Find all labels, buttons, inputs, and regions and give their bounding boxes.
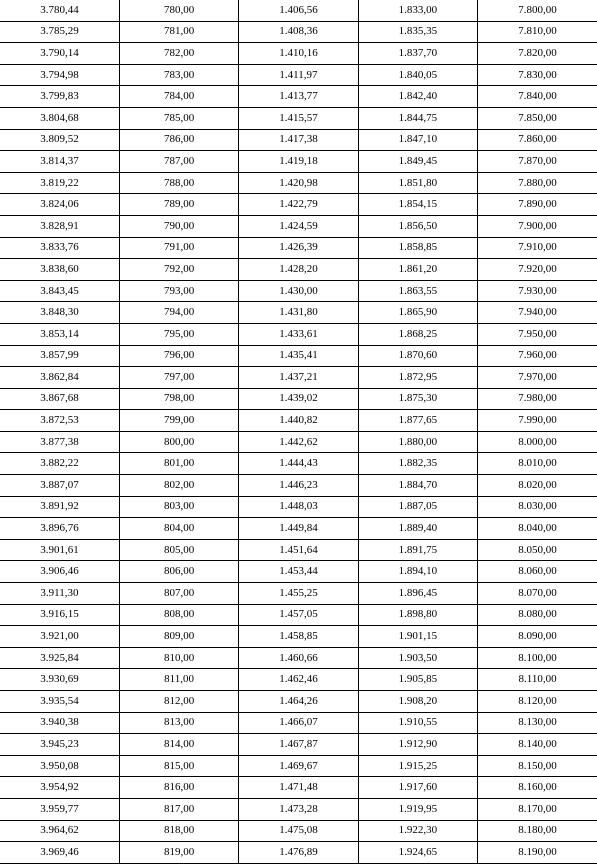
table-cell-col-5: 8.100,00 (478, 647, 597, 669)
table-row (0, 475, 597, 497)
table-cell-col-3: 1.440,82 (239, 410, 358, 432)
table-cell-col-2: 805,00 (119, 539, 238, 561)
table-cell-col-3: 1.464,26 (239, 691, 358, 713)
table-cell-col-3: 1.406,56 (239, 0, 358, 21)
table-row (0, 345, 597, 367)
table-cell-col-3: 1.430,00 (239, 280, 358, 302)
table-cell-col-4: 1.844,75 (358, 107, 477, 129)
table-cell-col-3: 1.475,08 (239, 820, 358, 842)
table-cell-col-5: 8.180,00 (478, 820, 597, 842)
table-row (0, 302, 597, 324)
table-cell-col-4: 1.872,95 (358, 367, 477, 389)
table-cell-col-1: 3.843,45 (0, 280, 119, 302)
table-cell-col-1: 3.901,61 (0, 539, 119, 561)
table-row (0, 107, 597, 129)
table-cell-col-2: 780,00 (119, 0, 238, 21)
table-cell-col-3: 1.424,59 (239, 215, 358, 237)
table-cell-col-2: 790,00 (119, 215, 238, 237)
table-cell-col-5: 7.980,00 (478, 388, 597, 410)
table-cell-col-3: 1.467,87 (239, 734, 358, 756)
table-cell-col-5: 7.870,00 (478, 151, 597, 173)
table-cell-col-4: 1.854,15 (358, 194, 477, 216)
table-cell-col-1: 3.857,99 (0, 345, 119, 367)
table-row (0, 43, 597, 65)
table-cell-col-1: 3.799,83 (0, 86, 119, 108)
table-cell-col-1: 3.911,30 (0, 583, 119, 605)
table-cell-col-2: 811,00 (119, 669, 238, 691)
table-cell-col-2: 793,00 (119, 280, 238, 302)
table-cell-col-2: 787,00 (119, 151, 238, 173)
table-cell-col-4: 1.889,40 (358, 518, 477, 540)
table-row (0, 496, 597, 518)
table-row (0, 431, 597, 453)
table-cell-col-4: 1.896,45 (358, 583, 477, 605)
table-cell-col-2: 814,00 (119, 734, 238, 756)
table-cell-col-5: 8.160,00 (478, 777, 597, 799)
table-cell-col-4: 1.849,45 (358, 151, 477, 173)
table-cell-col-1: 3.935,54 (0, 691, 119, 713)
table-cell-col-4: 1.898,80 (358, 604, 477, 626)
table-cell-col-2: 783,00 (119, 64, 238, 86)
table-cell-col-1: 3.925,84 (0, 647, 119, 669)
table-cell-col-1: 3.809,52 (0, 129, 119, 151)
table-cell-col-4: 1.905,85 (358, 669, 477, 691)
table-cell-col-4: 1.908,20 (358, 691, 477, 713)
table-cell-col-4: 1.877,65 (358, 410, 477, 432)
table-cell-col-1: 3.945,23 (0, 734, 119, 756)
table-row (0, 453, 597, 475)
table-cell-col-1: 3.872,53 (0, 410, 119, 432)
table-cell-col-5: 7.830,00 (478, 64, 597, 86)
table-row (0, 647, 597, 669)
table-row (0, 259, 597, 281)
table-cell-col-2: 813,00 (119, 712, 238, 734)
table-row (0, 64, 597, 86)
table-cell-col-5: 8.110,00 (478, 669, 597, 691)
table-cell-col-3: 1.448,03 (239, 496, 358, 518)
table-row (0, 669, 597, 691)
table-cell-col-4: 1.917,60 (358, 777, 477, 799)
table-cell-col-3: 1.453,44 (239, 561, 358, 583)
table-cell-col-3: 1.422,79 (239, 194, 358, 216)
table-cell-col-4: 1.924,65 (358, 842, 477, 864)
table-cell-col-5: 8.040,00 (478, 518, 597, 540)
table-row (0, 367, 597, 389)
table-cell-col-1: 3.838,60 (0, 259, 119, 281)
table-cell-col-1: 3.969,46 (0, 842, 119, 864)
table-cell-col-3: 1.437,21 (239, 367, 358, 389)
table-cell-col-2: 816,00 (119, 777, 238, 799)
table-cell-col-1: 3.853,14 (0, 323, 119, 345)
table-cell-col-1: 3.930,69 (0, 669, 119, 691)
table-row (0, 777, 597, 799)
table-cell-col-5: 7.920,00 (478, 259, 597, 281)
table-row (0, 539, 597, 561)
table-cell-col-4: 1.891,75 (358, 539, 477, 561)
table-cell-col-5: 8.130,00 (478, 712, 597, 734)
table-cell-col-5: 7.950,00 (478, 323, 597, 345)
table-cell-col-5: 8.010,00 (478, 453, 597, 475)
table-cell-col-1: 3.867,68 (0, 388, 119, 410)
table-cell-col-2: 799,00 (119, 410, 238, 432)
table-cell-col-3: 1.466,07 (239, 712, 358, 734)
table-cell-col-1: 3.785,29 (0, 21, 119, 43)
table-cell-col-2: 798,00 (119, 388, 238, 410)
table-cell-col-5: 8.140,00 (478, 734, 597, 756)
table-cell-col-2: 794,00 (119, 302, 238, 324)
table-cell-col-5: 7.850,00 (478, 107, 597, 129)
table-cell-col-1: 3.891,92 (0, 496, 119, 518)
table-cell-col-2: 804,00 (119, 518, 238, 540)
table-cell-col-2: 803,00 (119, 496, 238, 518)
table-cell-col-2: 796,00 (119, 345, 238, 367)
table-cell-col-4: 1.833,00 (358, 0, 477, 21)
table-cell-col-4: 1.835,35 (358, 21, 477, 43)
table-row (0, 194, 597, 216)
table-cell-col-3: 1.419,18 (239, 151, 358, 173)
table-cell-col-2: 807,00 (119, 583, 238, 605)
table-row (0, 237, 597, 259)
table-row (0, 626, 597, 648)
table-cell-col-3: 1.426,39 (239, 237, 358, 259)
table-cell-col-3: 1.439,02 (239, 388, 358, 410)
table-cell-col-5: 7.970,00 (478, 367, 597, 389)
table-cell-col-1: 3.950,08 (0, 755, 119, 777)
table-cell-col-4: 1.880,00 (358, 431, 477, 453)
table-row (0, 755, 597, 777)
table-cell-col-3: 1.473,28 (239, 798, 358, 820)
table-cell-col-5: 8.080,00 (478, 604, 597, 626)
table-row (0, 583, 597, 605)
table-cell-col-2: 788,00 (119, 172, 238, 194)
table-cell-col-4: 1.842,40 (358, 86, 477, 108)
table-cell-col-1: 3.862,84 (0, 367, 119, 389)
table-row (0, 604, 597, 626)
table-row (0, 410, 597, 432)
table-cell-col-1: 3.833,76 (0, 237, 119, 259)
table-cell-col-4: 1.922,30 (358, 820, 477, 842)
table-cell-col-4: 1.919,95 (358, 798, 477, 820)
table-cell-col-1: 3.780,44 (0, 0, 119, 21)
table-cell-col-3: 1.411,97 (239, 64, 358, 86)
table-cell-col-3: 1.444,43 (239, 453, 358, 475)
table-cell-col-4: 1.901,15 (358, 626, 477, 648)
table-cell-col-4: 1.870,60 (358, 345, 477, 367)
table-cell-col-1: 3.790,14 (0, 43, 119, 65)
table-cell-col-3: 1.471,48 (239, 777, 358, 799)
table-cell-col-4: 1.894,10 (358, 561, 477, 583)
table-cell-col-1: 3.940,38 (0, 712, 119, 734)
table-cell-col-5: 7.990,00 (478, 410, 597, 432)
table-cell-col-3: 1.413,77 (239, 86, 358, 108)
table-cell-col-2: 818,00 (119, 820, 238, 842)
table-cell-col-2: 808,00 (119, 604, 238, 626)
table-cell-col-1: 3.804,68 (0, 107, 119, 129)
table-cell-col-3: 1.428,20 (239, 259, 358, 281)
table-cell-col-1: 3.828,91 (0, 215, 119, 237)
table-row (0, 842, 597, 864)
table-cell-col-5: 7.960,00 (478, 345, 597, 367)
table-cell-col-3: 1.462,46 (239, 669, 358, 691)
table-row (0, 798, 597, 820)
table-cell-col-1: 3.964,62 (0, 820, 119, 842)
table-cell-col-2: 786,00 (119, 129, 238, 151)
table-cell-col-5: 7.940,00 (478, 302, 597, 324)
table-cell-col-5: 7.840,00 (478, 86, 597, 108)
table-cell-col-5: 8.030,00 (478, 496, 597, 518)
table-cell-col-2: 800,00 (119, 431, 238, 453)
table-cell-col-1: 3.887,07 (0, 475, 119, 497)
table-cell-col-3: 1.457,05 (239, 604, 358, 626)
table-cell-col-4: 1.882,35 (358, 453, 477, 475)
table-row (0, 172, 597, 194)
table-cell-col-2: 810,00 (119, 647, 238, 669)
table-cell-col-4: 1.912,90 (358, 734, 477, 756)
table-cell-col-5: 8.170,00 (478, 798, 597, 820)
table-cell-col-3: 1.458,85 (239, 626, 358, 648)
table-cell-col-4: 1.837,70 (358, 43, 477, 65)
table-cell-col-3: 1.455,25 (239, 583, 358, 605)
table-cell-col-3: 1.415,57 (239, 107, 358, 129)
table-cell-col-2: 806,00 (119, 561, 238, 583)
table-cell-col-1: 3.906,46 (0, 561, 119, 583)
table-cell-col-4: 1.856,50 (358, 215, 477, 237)
table-row (0, 86, 597, 108)
table-cell-col-3: 1.442,62 (239, 431, 358, 453)
table-cell-col-2: 815,00 (119, 755, 238, 777)
table-cell-col-2: 809,00 (119, 626, 238, 648)
table-row (0, 561, 597, 583)
table-cell-col-2: 782,00 (119, 43, 238, 65)
table-cell-col-3: 1.449,84 (239, 518, 358, 540)
table-cell-col-4: 1.847,10 (358, 129, 477, 151)
table-row (0, 21, 597, 43)
table-cell-col-3: 1.408,36 (239, 21, 358, 43)
table-cell-col-1: 3.916,15 (0, 604, 119, 626)
table-cell-col-3: 1.435,41 (239, 345, 358, 367)
table-cell-col-2: 795,00 (119, 323, 238, 345)
table-cell-col-5: 7.900,00 (478, 215, 597, 237)
table-cell-col-2: 797,00 (119, 367, 238, 389)
table-cell-col-2: 791,00 (119, 237, 238, 259)
table-cell-col-1: 3.959,77 (0, 798, 119, 820)
table-cell-col-5: 8.120,00 (478, 691, 597, 713)
table-cell-col-1: 3.819,22 (0, 172, 119, 194)
table-row (0, 820, 597, 842)
table-row (0, 712, 597, 734)
table-cell-col-3: 1.469,67 (239, 755, 358, 777)
table-cell-col-5: 7.910,00 (478, 237, 597, 259)
table-cell-col-2: 785,00 (119, 107, 238, 129)
table-cell-col-3: 1.446,23 (239, 475, 358, 497)
table-cell-col-2: 801,00 (119, 453, 238, 475)
table-cell-col-1: 3.824,06 (0, 194, 119, 216)
table-cell-col-3: 1.417,38 (239, 129, 358, 151)
table-cell-col-5: 7.880,00 (478, 172, 597, 194)
table-cell-col-5: 8.000,00 (478, 431, 597, 453)
table-row (0, 388, 597, 410)
table-cell-col-3: 1.476,89 (239, 842, 358, 864)
table-cell-col-4: 1.887,05 (358, 496, 477, 518)
table-cell-col-4: 1.863,55 (358, 280, 477, 302)
table-cell-col-4: 1.851,80 (358, 172, 477, 194)
table-cell-col-1: 3.882,22 (0, 453, 119, 475)
table-cell-col-3: 1.410,16 (239, 43, 358, 65)
table-cell-col-2: 789,00 (119, 194, 238, 216)
table-cell-col-5: 8.150,00 (478, 755, 597, 777)
table-cell-col-5: 7.810,00 (478, 21, 597, 43)
table-cell-col-5: 7.890,00 (478, 194, 597, 216)
table-cell-col-2: 784,00 (119, 86, 238, 108)
table-cell-col-3: 1.460,66 (239, 647, 358, 669)
table-cell-col-2: 817,00 (119, 798, 238, 820)
table-cell-col-2: 792,00 (119, 259, 238, 281)
table-cell-col-4: 1.840,05 (358, 64, 477, 86)
table-row (0, 280, 597, 302)
table-cell-col-5: 7.820,00 (478, 43, 597, 65)
table-cell-col-3: 1.431,80 (239, 302, 358, 324)
table-cell-col-5: 8.050,00 (478, 539, 597, 561)
table-cell-col-1: 3.848,30 (0, 302, 119, 324)
table-row (0, 215, 597, 237)
table-row (0, 129, 597, 151)
table-row (0, 691, 597, 713)
table-cell-col-3: 1.451,64 (239, 539, 358, 561)
table-cell-col-1: 3.794,98 (0, 64, 119, 86)
table-cell-col-2: 812,00 (119, 691, 238, 713)
table-cell-col-1: 3.954,92 (0, 777, 119, 799)
table-cell-col-3: 1.433,61 (239, 323, 358, 345)
table-cell-col-5: 8.090,00 (478, 626, 597, 648)
table-row (0, 151, 597, 173)
table-cell-col-4: 1.865,90 (358, 302, 477, 324)
table-cell-col-4: 1.884,70 (358, 475, 477, 497)
table-cell-col-4: 1.861,20 (358, 259, 477, 281)
table-cell-col-5: 8.060,00 (478, 561, 597, 583)
table-cell-col-5: 8.190,00 (478, 842, 597, 864)
table-cell-col-4: 1.910,55 (358, 712, 477, 734)
table-row (0, 518, 597, 540)
table-cell-col-4: 1.858,85 (358, 237, 477, 259)
table-cell-col-4: 1.868,25 (358, 323, 477, 345)
table-row (0, 734, 597, 756)
table-row (0, 0, 597, 21)
table-row (0, 323, 597, 345)
table-cell-col-1: 3.814,37 (0, 151, 119, 173)
table-cell-col-2: 781,00 (119, 21, 238, 43)
table-cell-col-5: 7.800,00 (478, 0, 597, 21)
table-cell-col-1: 3.896,76 (0, 518, 119, 540)
table-cell-col-5: 8.020,00 (478, 475, 597, 497)
table-cell-col-2: 802,00 (119, 475, 238, 497)
table-cell-col-1: 3.877,38 (0, 431, 119, 453)
table-cell-col-4: 1.915,25 (358, 755, 477, 777)
table-cell-col-5: 7.860,00 (478, 129, 597, 151)
table-cell-col-3: 1.420,98 (239, 172, 358, 194)
table-cell-col-4: 1.903,50 (358, 647, 477, 669)
table-cell-col-5: 8.070,00 (478, 583, 597, 605)
table-cell-col-4: 1.875,30 (358, 388, 477, 410)
table-cell-col-1: 3.921,00 (0, 626, 119, 648)
table-cell-col-2: 819,00 (119, 842, 238, 864)
table-cell-col-5: 7.930,00 (478, 280, 597, 302)
